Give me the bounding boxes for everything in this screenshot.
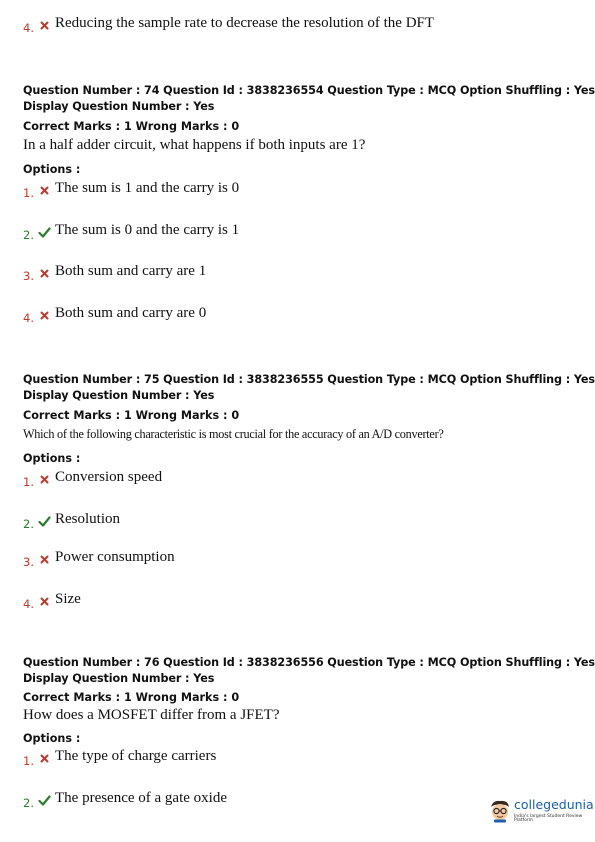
question-text: How does a MOSFET differ from a JFET? bbox=[23, 707, 280, 723]
option-number: 3. bbox=[23, 555, 34, 569]
check-icon bbox=[37, 225, 51, 239]
marks-info: Correct Marks : 1 Wrong Marks : 0 bbox=[23, 409, 240, 422]
option-text: Resolution bbox=[55, 511, 121, 527]
option-number: 2. bbox=[23, 228, 34, 242]
mascot-icon bbox=[489, 799, 511, 823]
question-text: Which of the following characteristic is most crucial for the accuracy of an A/D converter? bbox=[23, 427, 444, 441]
marks-info: Correct Marks : 1 Wrong Marks : 0 bbox=[23, 120, 240, 133]
cross-icon bbox=[37, 308, 51, 322]
option-text: Conversion speed bbox=[55, 469, 163, 485]
option-item bbox=[23, 222, 240, 242]
option-text: Reducing the sample rate to decrease the resolution of the DFT bbox=[55, 15, 435, 31]
option-text: Size bbox=[55, 591, 81, 607]
option-number: 1. bbox=[23, 475, 34, 489]
brand-tagline: India's largest Student Review Platform bbox=[514, 813, 583, 823]
option-number: 2. bbox=[23, 796, 34, 810]
collegedunia-logo bbox=[489, 799, 595, 824]
option-text: The sum is 1 and the carry is 0 bbox=[55, 180, 240, 196]
display-question-number: Display Question Number : Yes bbox=[23, 672, 215, 685]
check-icon bbox=[37, 793, 51, 807]
question-header: Question Number : 74 Question Id : 3838236554 Question Type : MCQ Option Shuffling : Yes bbox=[23, 84, 595, 97]
option-text: The type of charge carriers bbox=[55, 748, 217, 764]
option-number: 2. bbox=[23, 517, 34, 531]
option-item bbox=[23, 591, 81, 611]
option-item bbox=[23, 305, 207, 325]
cross-icon bbox=[37, 266, 51, 280]
option-number: 4. bbox=[23, 311, 34, 325]
option-item bbox=[23, 511, 121, 531]
option-text: The sum is 0 and the carry is 1 bbox=[55, 222, 240, 238]
options-label: Options : bbox=[23, 163, 81, 176]
cross-icon bbox=[37, 552, 51, 566]
marks-info: Correct Marks : 1 Wrong Marks : 0 bbox=[23, 691, 240, 704]
option-number: 4. bbox=[23, 597, 34, 611]
question-text: In a half adder circuit, what happens if both inputs are 1? bbox=[23, 137, 366, 153]
cross-icon bbox=[37, 594, 51, 608]
option-item bbox=[23, 549, 175, 569]
option-text: The presence of a gate oxide bbox=[55, 790, 227, 806]
cross-icon bbox=[37, 18, 51, 32]
options-label: Options : bbox=[23, 732, 81, 745]
options-label: Options : bbox=[23, 452, 81, 465]
check-icon bbox=[37, 514, 51, 528]
display-question-number: Display Question Number : Yes bbox=[23, 100, 215, 113]
option-item bbox=[23, 15, 435, 35]
option-item bbox=[23, 469, 163, 489]
option-item bbox=[23, 790, 227, 810]
question-header: Question Number : 76 Question Id : 3838236556 Question Type : MCQ Option Shuffling : Yes bbox=[23, 656, 595, 669]
cross-icon bbox=[37, 472, 51, 486]
option-item bbox=[23, 180, 240, 200]
option-text: Both sum and carry are 0 bbox=[55, 305, 207, 321]
option-number: 3. bbox=[23, 269, 34, 283]
option-item bbox=[23, 748, 217, 768]
cross-icon bbox=[37, 183, 51, 197]
brand-name: collegedunia bbox=[514, 797, 594, 812]
question-header: Question Number : 75 Question Id : 3838236555 Question Type : MCQ Option Shuffling : Yes bbox=[23, 373, 595, 386]
option-number: 4. bbox=[23, 21, 34, 35]
cross-icon bbox=[37, 751, 51, 765]
display-question-number: Display Question Number : Yes bbox=[23, 389, 215, 402]
option-text: Power consumption bbox=[55, 549, 175, 565]
option-text: Both sum and carry are 1 bbox=[55, 263, 207, 279]
option-item bbox=[23, 263, 207, 283]
option-number: 1. bbox=[23, 754, 34, 768]
option-number: 1. bbox=[23, 186, 34, 200]
